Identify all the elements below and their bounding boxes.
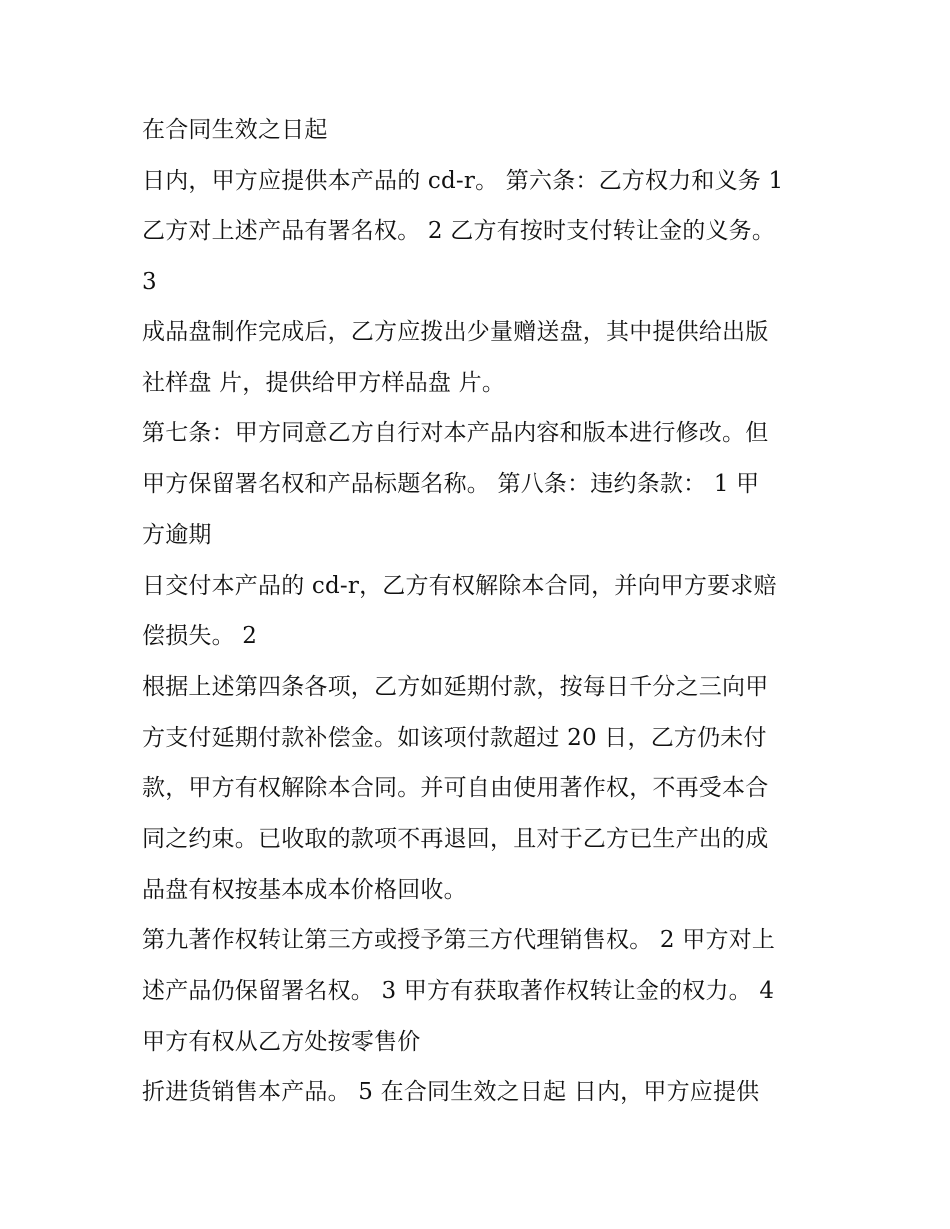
- text-line: 3: [142, 269, 157, 296]
- text-line: 方支付延期付款补偿金。如该项付款超过 20 日，乙方仍未付: [142, 724, 767, 751]
- text-line: 日交付本产品的 cd-r，乙方有权解除本合同，并向甲方要求赔: [142, 572, 777, 599]
- text-line: 品盘有权按基本成本价格回收。: [142, 876, 467, 903]
- text-line: 同之约束。已收取的款项不再退回，且对于乙方已生产出的成: [142, 825, 769, 852]
- text-line: 社样盘 片，提供给甲方样品盘 片。: [142, 369, 506, 396]
- text-line: 款，甲方有权解除本合同。并可自由使用著作权，不再受本合: [142, 775, 769, 802]
- text-line: 成品盘制作完成后，乙方应拨出少量赠送盘，其中提供给出版: [142, 319, 769, 346]
- text-line: 日内，甲方应提供本产品的 cd-r。 第六条：乙方权力和义务 1: [142, 167, 784, 194]
- text-line: 乙方对上述产品有署名权。 2 乙方有按时支付转让金的义务。: [142, 218, 776, 245]
- text-line: 在合同生效之日起: [142, 117, 328, 143]
- text-line: 偿损失。 2: [142, 623, 258, 650]
- text-line: 折进货销售本产品。 5 在合同生效之日起 日内，甲方应提供: [142, 1079, 760, 1106]
- text-line: 甲方保留署名权和产品标题名称。 第八条：违约条款： 1 甲: [142, 471, 760, 498]
- text-line: 甲方有权从乙方处按零售价: [142, 1028, 421, 1055]
- text-line: 第七条：甲方同意乙方自行对本产品内容和版本进行修改。但: [142, 420, 769, 447]
- text-line: 方逾期: [142, 521, 212, 548]
- text-line: 根据上述第四条各项，乙方如延期付款，按每日千分之三向甲: [142, 673, 769, 700]
- text-line: 述产品仍保留署名权。 3 甲方有获取著作权转让金的权力。 4: [142, 978, 775, 1004]
- text-line: 第九著作权转让第三方或授予第三方代理销售权。 2 甲方对上: [142, 927, 776, 954]
- contract-text: [142, 107, 822, 1120]
